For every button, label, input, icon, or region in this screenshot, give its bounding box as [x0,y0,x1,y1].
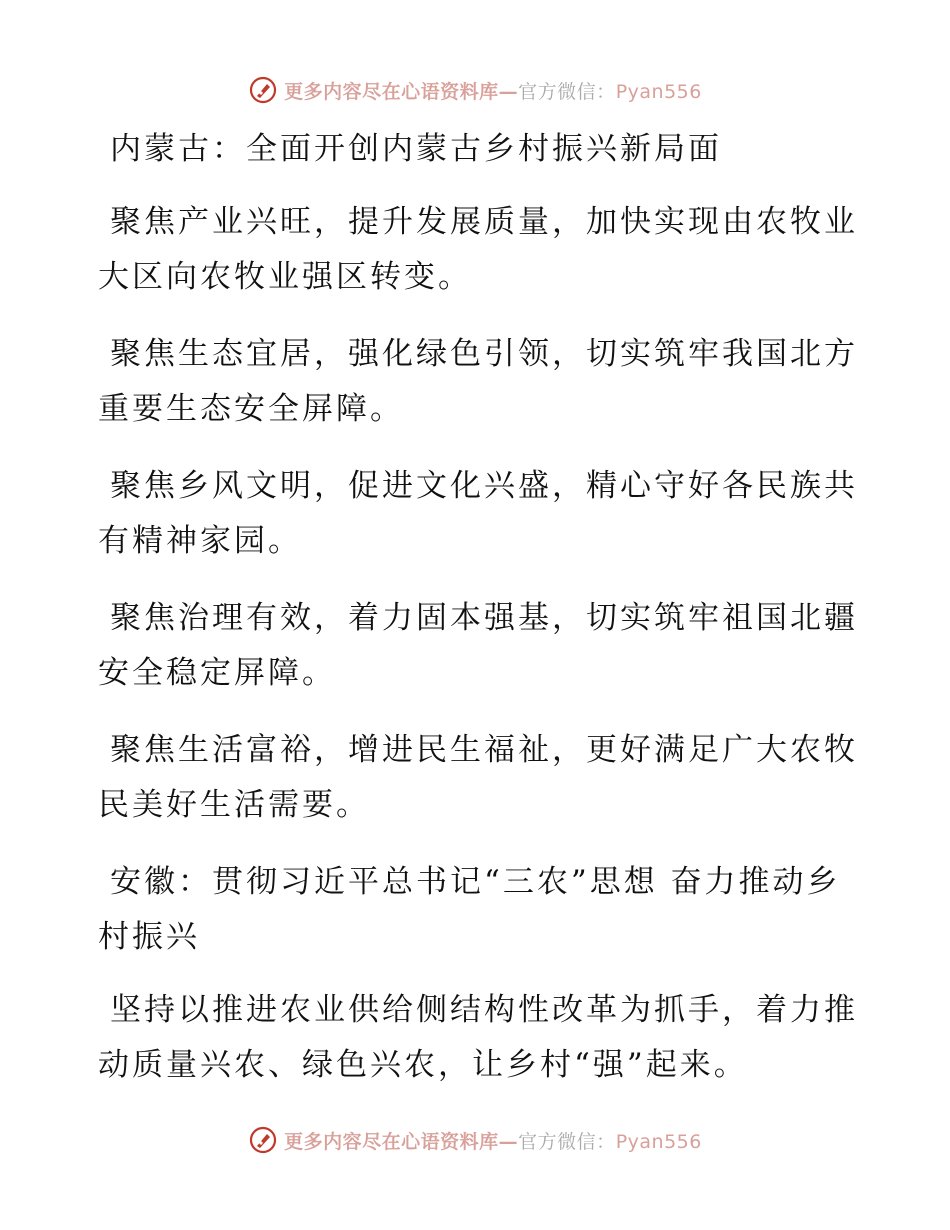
paragraph: 聚焦乡风文明，促进文化兴盛，精心守好各民族共有精神家园。 [98,468,858,559]
watermark-text [284,1127,702,1154]
document-body [98,122,858,1115]
header-watermark [0,70,950,110]
watermark-site-name: 更多内容尽在心语资料库 [284,1130,499,1153]
pen-nib-logo-icon [248,75,278,105]
paragraph: 聚焦产业兴旺，提升发展质量，加快实现由农牧业大区向农牧业强区转变。 [98,204,858,295]
watermark-wechat-id: Pyan556 [615,80,702,103]
section-heading-anhui: 安徽：贯彻习近平总书记“三农”思想 奋力推动乡村振兴 [98,864,841,955]
watermark-dash: — [498,80,519,103]
watermark-wechat-id: Pyan556 [615,1130,702,1153]
paragraph: 聚焦生活富裕，增进民生福祉，更好满足广大农牧民美好生活需要。 [98,732,858,823]
watermark-wechat-label: 官方微信： [518,80,616,103]
pen-nib-logo-icon [248,1125,278,1155]
paragraph: 聚焦治理有效，着力固本强基，切实筑牢祖国北疆安全稳定屏障。 [98,600,858,691]
paragraph: 聚焦生态宜居，强化绿色引领，切实筑牢我国北方重要生态安全屏障。 [98,336,858,427]
watermark-site-name: 更多内容尽在心语资料库 [284,80,499,103]
section-heading-inner-mongolia: 内蒙古：全面开创内蒙古乡村振兴新局面 [110,131,722,167]
watermark-text [284,77,702,104]
watermark-wechat-label: 官方微信： [518,1130,616,1153]
footer-watermark [0,1120,950,1160]
watermark-dash: — [498,1130,519,1153]
paragraph: 坚持以推进农业供给侧结构性改革为抓手，着力推动质量兴农、绿色兴农，让乡村“强”起来。 [98,992,858,1083]
